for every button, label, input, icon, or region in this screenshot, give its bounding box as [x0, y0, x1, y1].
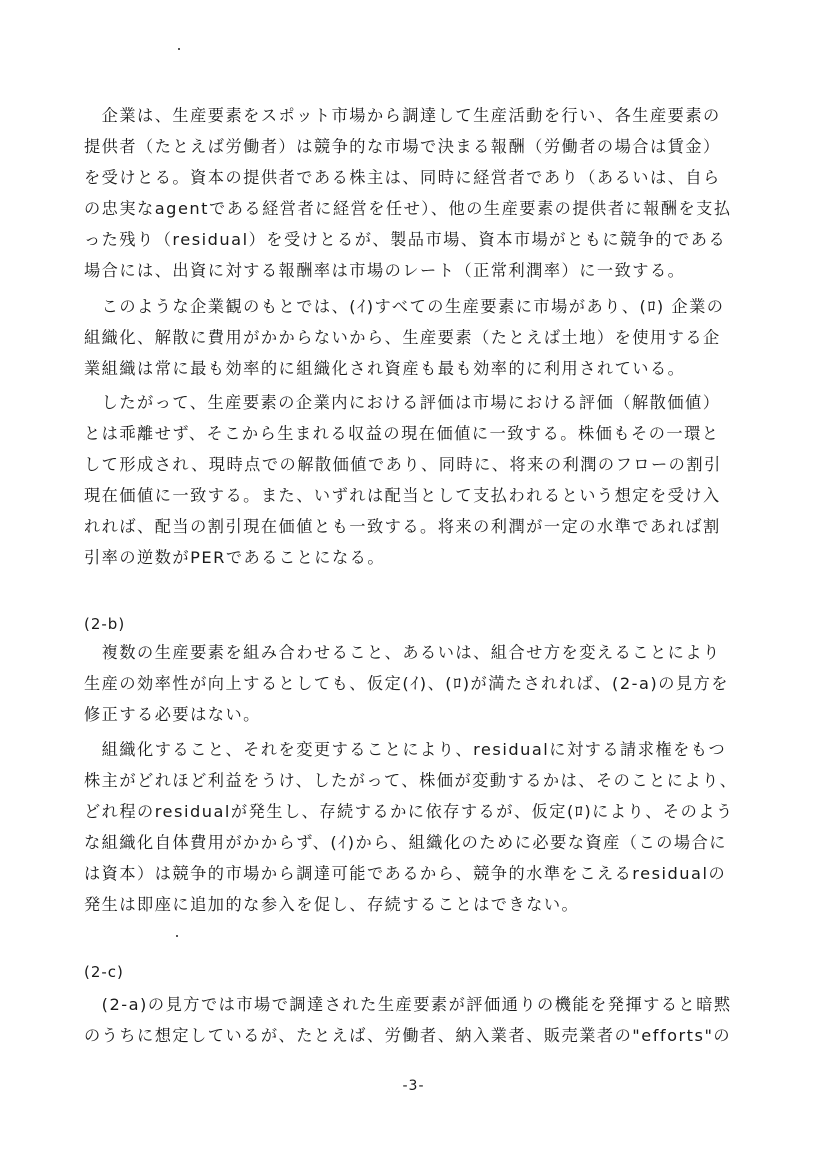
- page-number: -3-: [402, 1078, 425, 1094]
- paragraph-efforts: (2-a)の見方では市場で調達された生産要素が評価通りの機能を発揮すると暗黙 のうちに想定しているが、たとえば、労働者、納入業者、販売業者の"efforts"の: [84, 995, 732, 1045]
- paragraph-enterprise-view: このような企業観のもとでは、(ｲ)すべての生産要素に市場があり、(ﾛ) 企業の 組織化、解散に費用がかからないから、生産要素（たとえば土地）を使用する企 業組織は常に最も効率的に組織化され資産も最も効率的に利用されている。: [84, 297, 725, 378]
- section-heading-2b: (2-b): [84, 615, 126, 633]
- paragraph-enterprise-model: 企業は、生産要素をスポット市場から調達して生産活動を行い、各生産要素の 提供者（たとえば労働者）は競争的な市場で決まる報酬（労働者の場合は賃金） を受けとる。資本の提供者である株主は、同時に経営者であり（あるいは、自ら の忠実なagentである経営者に経営を任せ）、他の生産要素の提供者に報酬を支払 った残り（residual）を受けとるが、製品市場、資本市場がともに競争的である 場合には、出資に対する報酬率は市場のレート（正常利潤率）に一致する。: [84, 106, 732, 280]
- scan-speck: [178, 48, 180, 50]
- paragraph-valuation: したがって、生産要素の企業内における評価は市場における評価（解散価値） とは乖離せず、そこから生まれる収益の現在価値に一致する。株価もその一環と して形成され、現時点での解散価値であり、同時に、将来の利潤のフローの割引 現在価値に一致する。また、いずれは配当として支払われるという想定を受け入 れれば、配当の割引現在価値とも一致する。将来の利潤が一定の水準であれば割 引率の逆数がPERであることになる。: [84, 393, 722, 567]
- paragraph-combination: 複数の生産要素を組み合わせること、あるいは、組合せ方を変えることにより 生産の効率性が向上するとしても、仮定(ｲ)、(ﾛ)が満たされれば、(2-a)の見方を 修正する必要はない。: [84, 643, 729, 724]
- paragraph-organization: 組織化すること、それを変更することにより、residualに対する請求権をもつ 株主がどれほど利益をうけ、したがって、株価が変動するかは、そのことにより、 どれ程のresidualが発生し、存続するかに依存するが、仮定(ﾛ)により、そのよう な組織化自体費用がかからず、(ｲ)から、組織化のために必要な資産（この場合に は資本）は競争的市場から調達可能であるから、競争的水準をこえるresidualの 発生は即座に追加的な参入を促し、存続することはできない。: [84, 740, 738, 914]
- scan-speck: [176, 935, 178, 937]
- section-heading-2c: (2-c): [84, 963, 124, 981]
